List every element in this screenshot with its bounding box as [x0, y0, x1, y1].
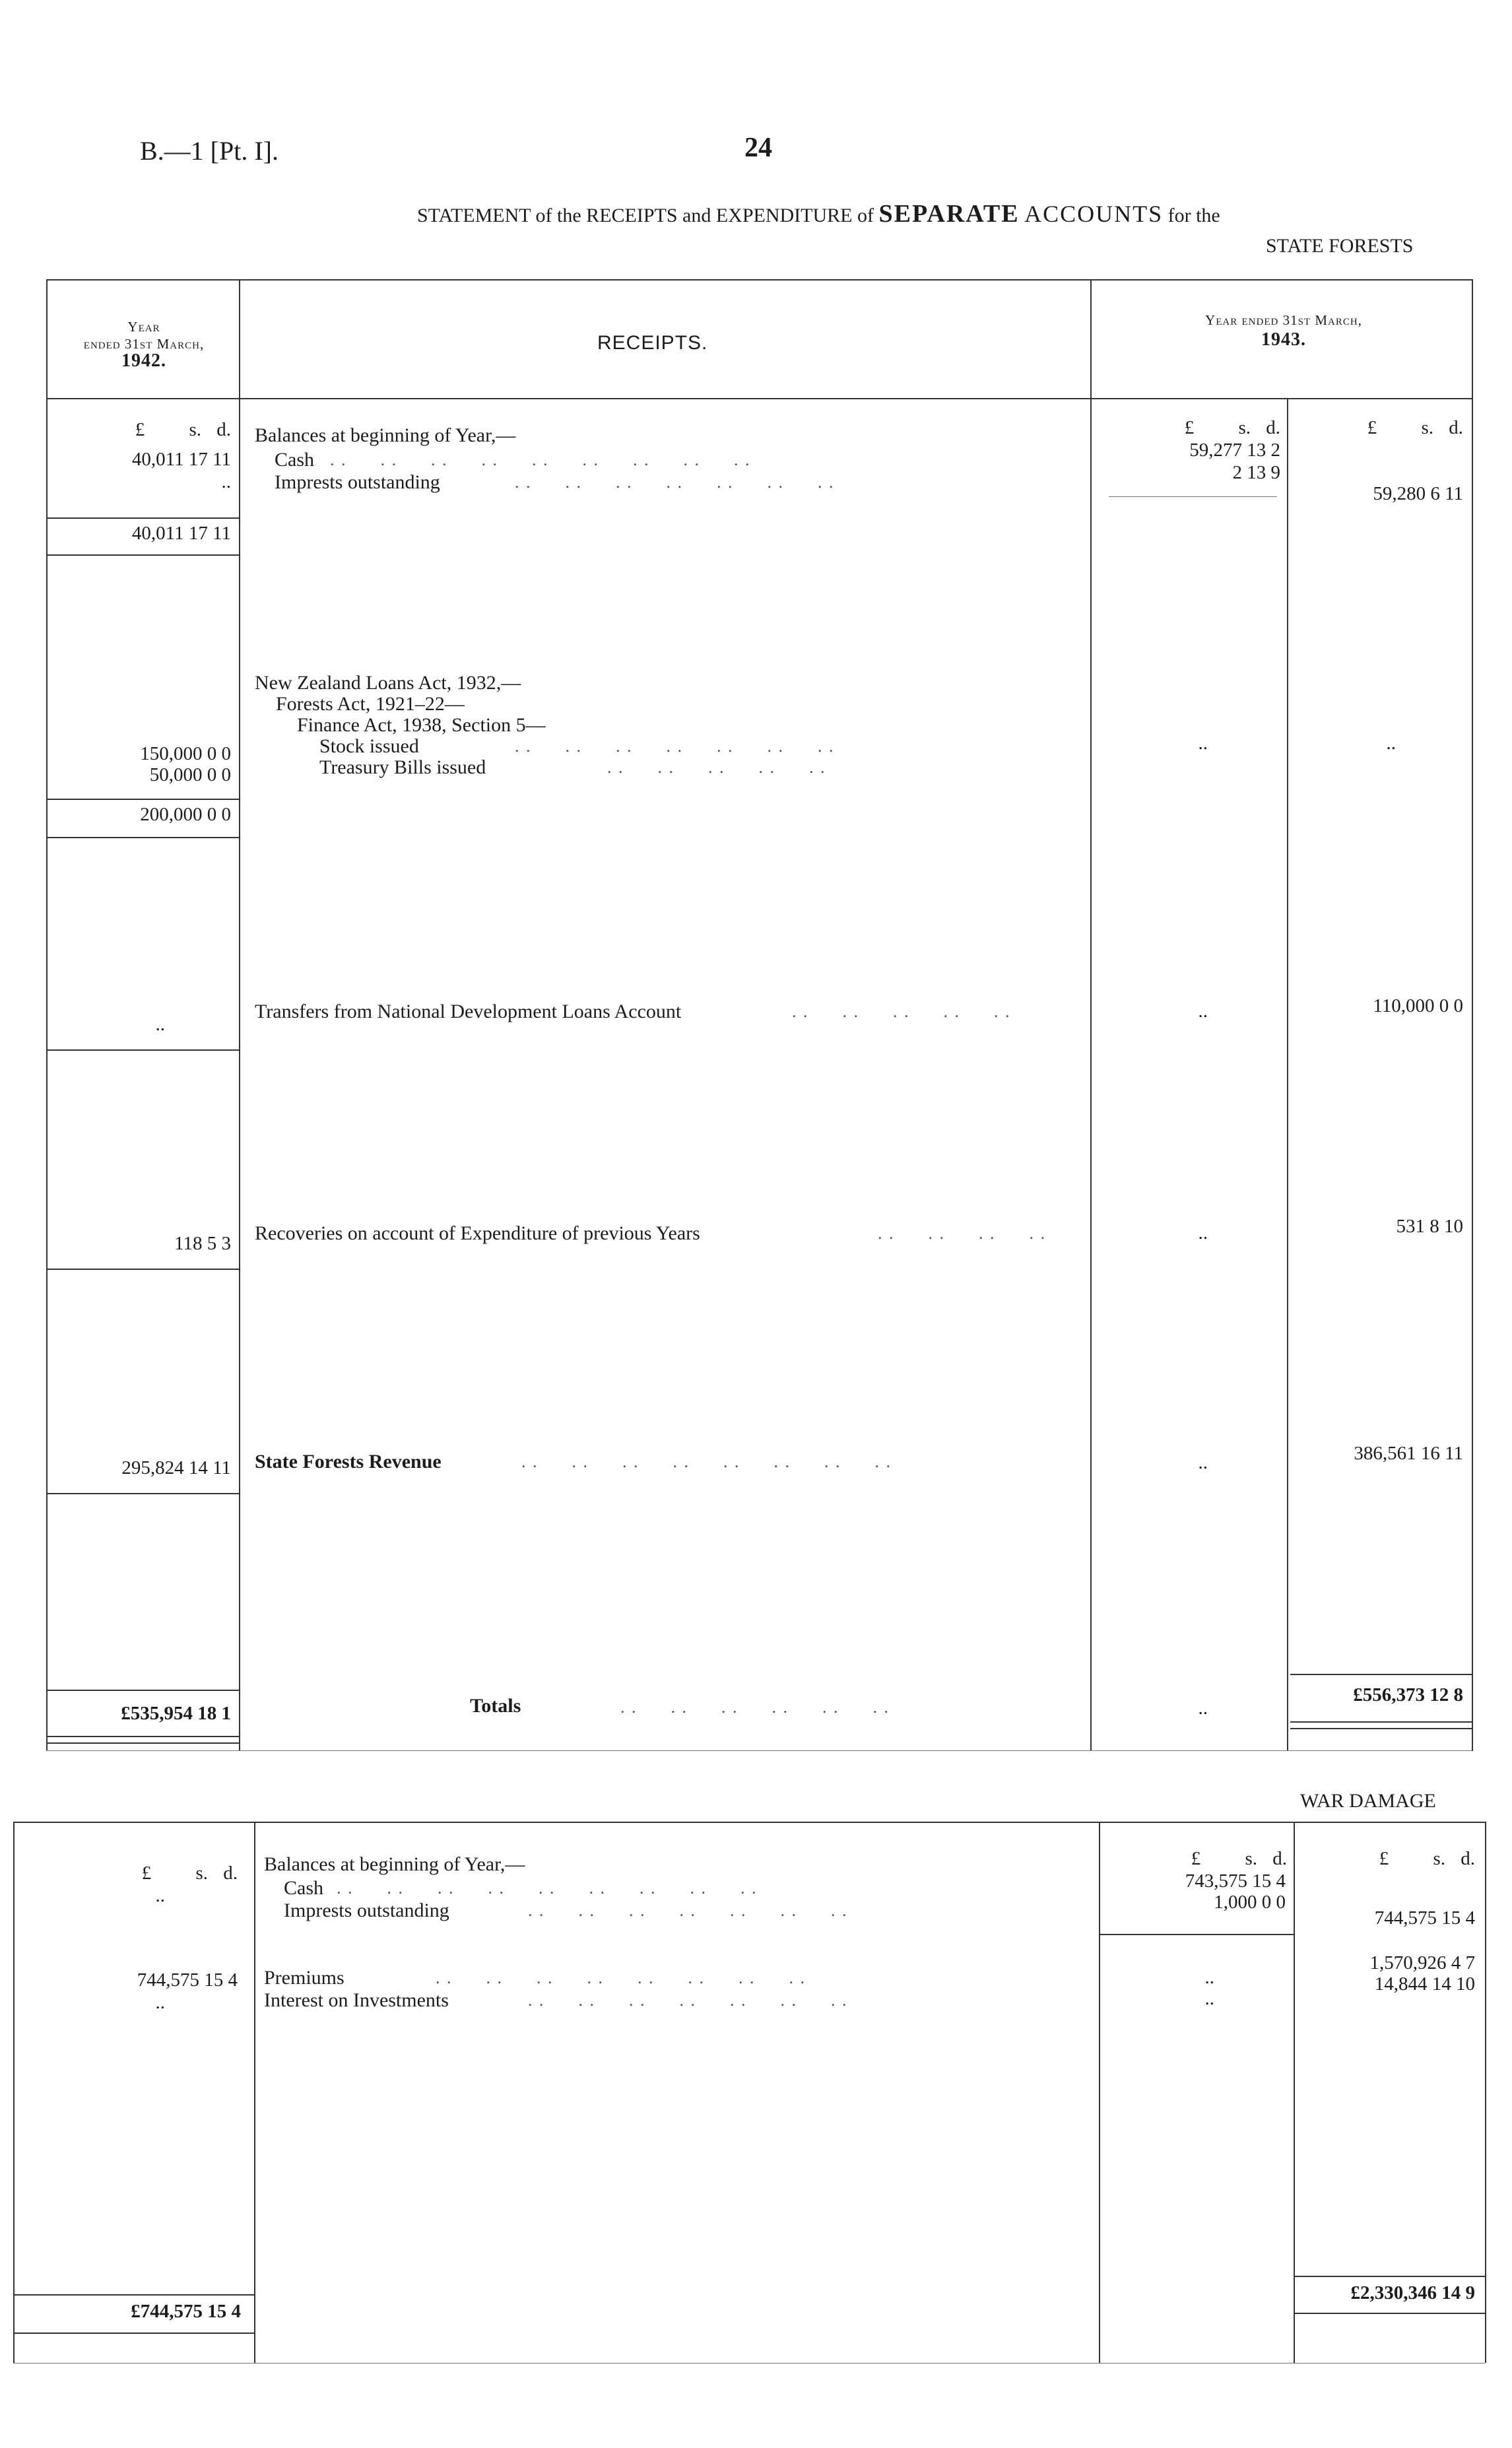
leader-dots: . . . . . . . . . . . . . .	[515, 473, 835, 492]
loans-label: New Zealand Loans Act, 1932,—	[255, 672, 521, 694]
leader-dots: . . . . . . . . . . . . . .	[515, 737, 835, 756]
prev-col-divider	[239, 279, 240, 1751]
title-accounts: ACCOUNTS	[1024, 201, 1164, 227]
pound-sign: £	[1379, 1848, 1389, 1869]
leader-dots: . . . . . . . . . .	[607, 758, 826, 777]
prev-premiums-value: 744,575 15 4	[137, 1969, 238, 1991]
curr-revenue-detail: ..	[1198, 1452, 1208, 1473]
curr-interest-detail: ..	[1204, 1988, 1214, 2009]
table-top-rule	[46, 279, 1472, 281]
title-prefix: STATEMENT of the RECEIPTS and EXPENDITURE of	[417, 205, 874, 226]
curr-detail-currency-head	[1102, 417, 1280, 439]
shillings-head: s.	[1421, 417, 1433, 438]
prev-total-underline	[13, 2332, 254, 2334]
prev-stock-value: 150,000 0 0	[140, 743, 231, 764]
prev-transfers-value: ..	[155, 1014, 165, 1035]
prev-total-double-underline	[46, 1742, 239, 1744]
right-border	[1485, 1822, 1486, 2363]
curr-cash-value: 59,277 13 2	[1189, 440, 1280, 461]
curr-revenue-total: 386,561 16 11	[1354, 1443, 1463, 1464]
prev-currency-head	[79, 1863, 238, 1884]
prev-subtotal-rule	[46, 799, 239, 800]
title-separate: SEPARATE	[878, 200, 1020, 228]
curr-total-currency-head	[1290, 417, 1463, 439]
curr-imprests-value: 2 13 9	[1232, 462, 1280, 483]
pence-head: d.	[1461, 1848, 1475, 1869]
interest-label: Interest on Investments	[264, 1989, 449, 2011]
curr-transfers-total: 110,000 0 0	[1373, 995, 1463, 1016]
pence-head: d.	[1266, 417, 1280, 438]
stock-issued-label: Stock issued	[319, 735, 419, 757]
prev-loans-subtotal: 200,000 0 0	[140, 804, 231, 825]
subtotal-rule	[1099, 1934, 1294, 1935]
prev-interest-value: ..	[155, 1992, 165, 2013]
title-suffix: for the	[1167, 205, 1220, 226]
prev-imprests-value: ..	[221, 471, 231, 492]
prev-balances-value: ..	[155, 1885, 165, 1906]
curr-total-double-underline	[1290, 1728, 1472, 1729]
pound-sign: £	[135, 419, 145, 440]
leader-dots: . . . . . . . . . . . . . . . .	[521, 1452, 892, 1471]
curr-grand-total: £2,330,346 14 9	[1350, 2282, 1475, 2303]
war-damage-title: WAR DAMAGE	[1300, 1790, 1436, 1812]
prev-subtotal-rule	[46, 517, 239, 519]
loans-sub1: Forests Act, 1921–22—	[276, 693, 465, 715]
balances-label: Balances at beginning of Year,—	[255, 424, 516, 446]
table-bottom-rule	[46, 1750, 1472, 1751]
leader-dots: . . . . . . . . . .	[792, 1002, 1011, 1021]
curr-year-header	[1096, 310, 1472, 350]
recoveries-label: Recoveries on account of Expenditure of previous Years	[255, 1222, 700, 1244]
curr-totals-top-rule	[1290, 1674, 1472, 1675]
curr-transfers-detail: ..	[1198, 1001, 1208, 1022]
prev-header-line3: 1942.	[121, 350, 166, 371]
pound-sign: £	[141, 1863, 152, 1884]
statement-subtitle: STATE FORESTS	[1266, 235, 1414, 257]
curr-imprests-value: 1,000 0 0	[1214, 1892, 1286, 1913]
prev-revenue-value: 295,824 14 11	[121, 1457, 231, 1478]
premiums-label: Premiums	[264, 1967, 345, 1989]
curr-totals-detail: ..	[1198, 1698, 1208, 1719]
prev-totals-top-rule	[46, 1690, 239, 1691]
prev-row-rule	[46, 1049, 239, 1051]
prev-currency-head	[53, 419, 231, 441]
imprests-label: Imprests outstanding	[275, 471, 440, 493]
pence-head: d.	[1449, 417, 1463, 438]
prev-grand-total: £744,575 15 4	[131, 2301, 241, 2322]
receipts-col-divider	[1090, 279, 1092, 1751]
subtotal-rule	[1109, 496, 1277, 497]
curr-detail-divider	[1287, 398, 1288, 1751]
loans-sub2: Finance Act, 1938, Section 5—	[297, 714, 546, 736]
shillings-head: s.	[1238, 417, 1251, 438]
statement-title	[417, 199, 1220, 228]
pence-head: d.	[216, 419, 231, 440]
leader-dots: . . . . . . . . . . . .	[620, 1698, 890, 1717]
revenue-label: State Forests Revenue	[255, 1451, 442, 1472]
treasury-bills-label: Treasury Bills issued	[319, 756, 486, 778]
curr-loans-total: ..	[1386, 733, 1396, 754]
curr-recoveries-detail: ..	[1198, 1222, 1208, 1243]
pound-sign: £	[1191, 1848, 1201, 1869]
prev-row-rule	[46, 1493, 239, 1494]
table-bottom-rule	[13, 2363, 1485, 2364]
shillings-head: s.	[189, 419, 201, 440]
curr-detail-divider	[1294, 1822, 1295, 2363]
receipts-header: RECEIPTS.	[597, 332, 708, 354]
prev-grand-total: £535,954 18 1	[121, 1703, 231, 1724]
curr-total-underline	[1290, 1721, 1472, 1723]
leader-dots: . . . . . . . . . . . . . .	[528, 1901, 848, 1920]
shillings-head: s.	[1433, 1848, 1445, 1869]
curr-balances-total: 59,280 6 11	[1373, 483, 1463, 504]
prev-total-underline	[46, 1736, 239, 1737]
curr-total-currency-head	[1300, 1848, 1475, 1870]
prev-col-divider	[254, 1822, 255, 2363]
curr-header-line2: 1943.	[1261, 329, 1306, 350]
right-border	[1472, 279, 1473, 1751]
prev-balances-subtotal: 40,011 17 11	[131, 523, 231, 544]
curr-recoveries-total: 531 8 10	[1396, 1216, 1463, 1237]
shillings-head: s.	[1245, 1848, 1257, 1869]
curr-totals-top-rule	[1294, 2276, 1485, 2277]
leader-dots: . . . . . . . . . . . . . .	[528, 1991, 848, 2010]
leader-dots: . . . . . . . . . . . . . . . . . .	[330, 450, 751, 469]
prev-subtotal-bottom-rule	[46, 837, 239, 838]
prev-header-line2: ended 31st March,	[83, 336, 205, 352]
pence-head: d.	[223, 1863, 238, 1884]
prev-recoveries-value: 118 5 3	[174, 1233, 231, 1254]
curr-interest-total: 14,844 14 10	[1374, 1973, 1475, 1995]
totals-label: Totals	[470, 1695, 521, 1717]
shillings-head: s.	[195, 1863, 208, 1884]
pound-sign: £	[1184, 417, 1195, 438]
page-reference: B.—1 [Pt. I].	[140, 136, 279, 166]
transfers-label: Transfers from National Development Loans Account	[255, 1001, 682, 1022]
curr-premiums-total: 1,570,926 4 7	[1369, 1952, 1475, 1973]
receipts-col-divider	[1099, 1822, 1100, 2363]
imprests-label: Imprests outstanding	[284, 1900, 449, 1921]
prev-totals-top-rule	[13, 2294, 254, 2296]
curr-cash-value: 743,575 15 4	[1185, 1870, 1286, 1892]
balances-label: Balances at beginning of Year,—	[264, 1853, 525, 1875]
prev-row-rule	[46, 1269, 239, 1270]
left-border	[46, 279, 48, 1751]
header-bottom-rule	[46, 398, 1472, 399]
pence-head: d.	[1272, 1848, 1287, 1869]
prev-year-header	[51, 318, 236, 370]
prev-header-line1: Year	[127, 319, 160, 335]
cash-label: Cash	[284, 1877, 323, 1899]
prev-subtotal-bottom-rule	[46, 554, 239, 556]
curr-loans-detail: ..	[1198, 733, 1208, 754]
page-number: 24	[744, 133, 772, 163]
pound-sign: £	[1367, 417, 1377, 438]
leader-dots: . . . . . . . . . . . . . . . .	[436, 1968, 806, 1987]
curr-premiums-detail: ..	[1204, 1967, 1214, 1988]
curr-grand-total: £556,373 12 8	[1353, 1684, 1463, 1705]
leader-dots: . . . . . . . .	[878, 1224, 1046, 1243]
curr-total-underline	[1294, 2313, 1485, 2314]
left-border	[13, 1822, 15, 2363]
prev-cash-value: 40,011 17 11	[131, 449, 231, 470]
curr-balances-total: 744,575 15 4	[1374, 1907, 1475, 1929]
table-top-rule	[13, 1822, 1485, 1823]
prev-bills-value: 50,000 0 0	[149, 764, 231, 785]
leader-dots: . . . . . . . . . . . . . . . . . .	[337, 1878, 758, 1898]
curr-detail-currency-head	[1109, 1848, 1287, 1870]
curr-header-line1: Year ended 31st March,	[1205, 312, 1362, 328]
cash-label: Cash	[275, 449, 314, 471]
